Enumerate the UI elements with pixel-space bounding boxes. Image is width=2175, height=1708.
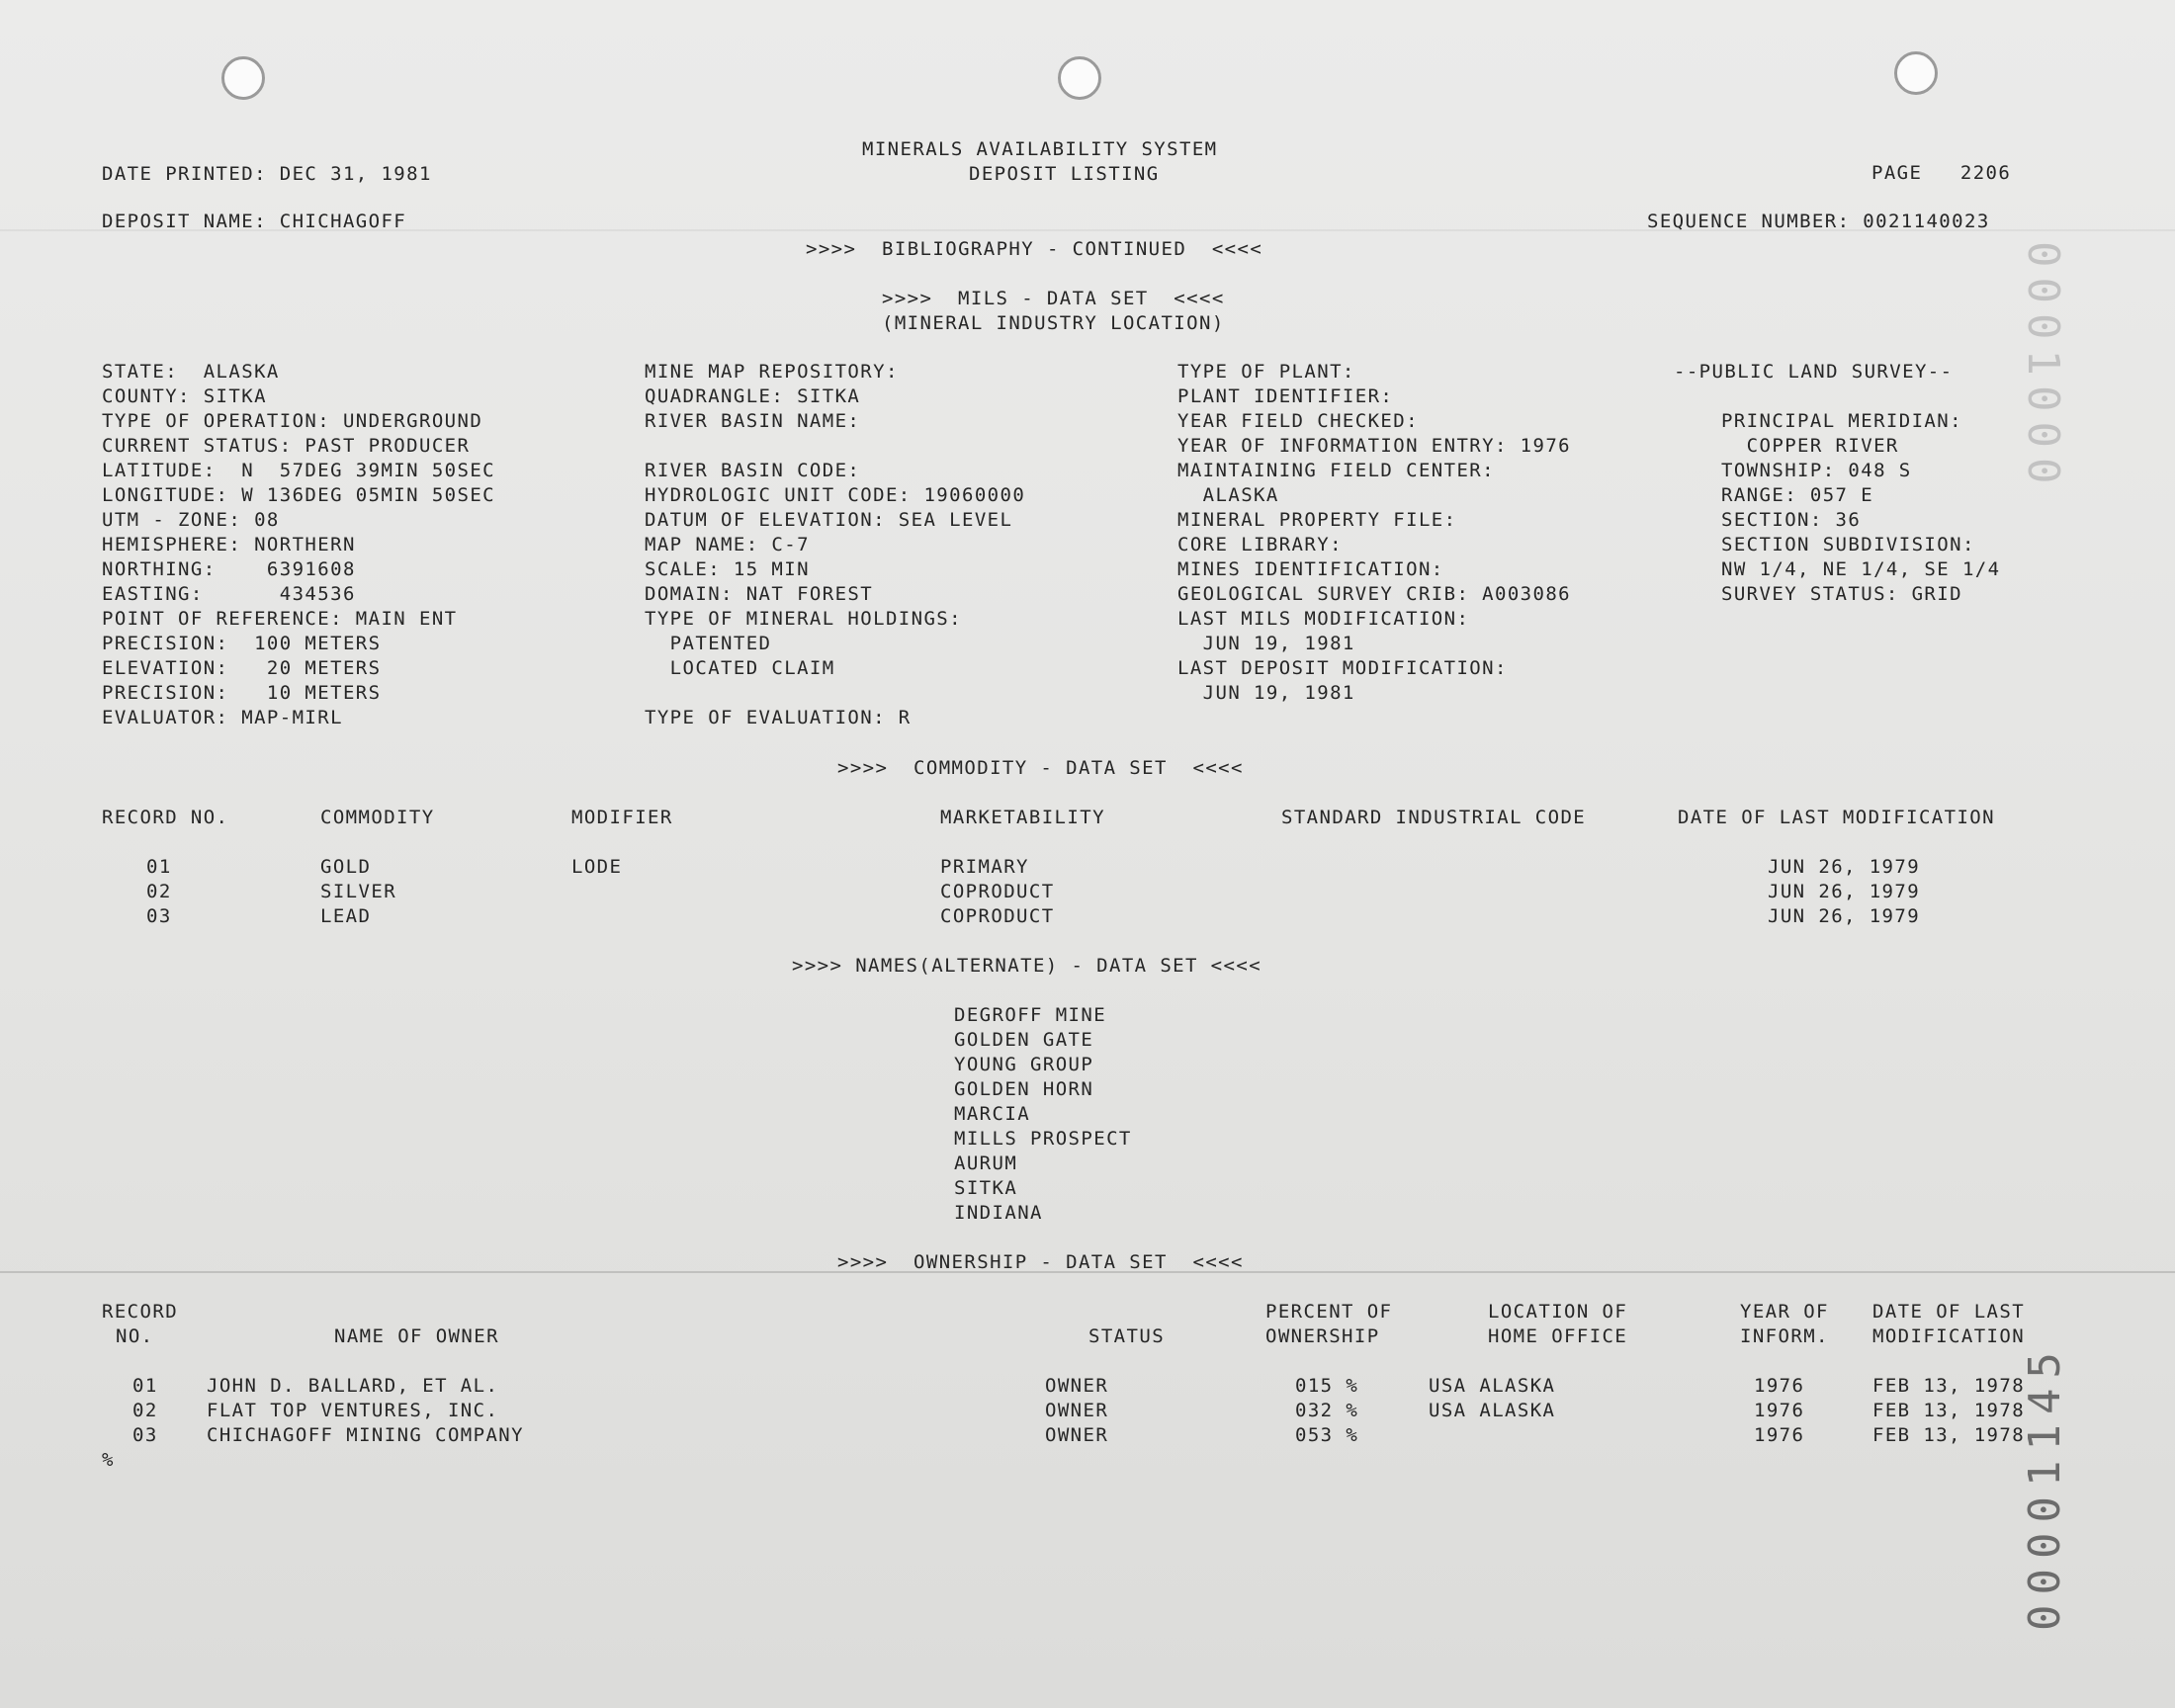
owner-date: FEB 13, 1978 <box>1872 1400 2026 1421</box>
ownership-header-owner: NAME OF OWNER <box>334 1325 499 1347</box>
mils-field: LOCATED CLAIM <box>645 657 835 679</box>
stamp-number: 00001145 <box>2020 1342 2070 1631</box>
survey-field: NW 1/4, NE 1/4, SE 1/4 <box>1721 558 2001 580</box>
mils-field: DOMAIN: NAT FOREST <box>645 583 874 605</box>
mils-field: COUNTY: SITKA <box>102 385 267 407</box>
mils-field: TYPE OF EVALUATION: R <box>645 707 912 728</box>
owner-date: FEB 13, 1978 <box>1872 1424 2026 1446</box>
mils-heading: >>>> MILS - DATA SET <<<< <box>882 288 1225 309</box>
public-land-survey-column <box>1721 409 2000 607</box>
mils-field: ELEVATION: 20 METERS <box>102 657 382 679</box>
mils-field: HYDROLOGIC UNIT CODE: 19060000 <box>645 484 1026 506</box>
mils-plant-column <box>1177 360 1571 706</box>
ownership-header-location: LOCATION OF <box>1488 1301 1628 1323</box>
commodity-header-marketability: MARKETABILITY <box>940 807 1105 828</box>
commodity-heading: >>>> COMMODITY - DATA SET <<<< <box>837 757 1244 779</box>
commodity-modifier: LODE <box>571 856 623 878</box>
commodity-name: SILVER <box>320 881 397 902</box>
alternate-name: GOLDEN HORN <box>954 1078 1094 1100</box>
mils-field: POINT OF REFERENCE: MAIN ENT <box>102 608 458 630</box>
owner-record-no: 02 <box>132 1400 158 1421</box>
alternate-name: SITKA <box>954 1177 1018 1199</box>
survey-field: TOWNSHIP: 048 S <box>1721 460 1912 481</box>
commodity-marketability: PRIMARY <box>940 856 1029 878</box>
alternate-name: MILLS PROSPECT <box>954 1128 1132 1150</box>
commodity-header-commodity: COMMODITY <box>320 807 435 828</box>
mils-field: RIVER BASIN NAME: <box>645 410 861 432</box>
mils-field: HEMISPHERE: NORTHERN <box>102 534 356 555</box>
owner-location: USA ALASKA <box>1429 1400 1556 1421</box>
alternate-name: GOLDEN GATE <box>954 1029 1094 1051</box>
survey-field: SURVEY STATUS: GRID <box>1721 583 1962 605</box>
bibliography-heading: >>>> BIBLIOGRAPHY - CONTINUED <<<< <box>806 238 1263 260</box>
commodity-header-sic: STANDARD INDUSTRIAL CODE <box>1281 807 1587 828</box>
owner-location: USA ALASKA <box>1429 1375 1556 1397</box>
commodity-marketability: COPRODUCT <box>940 881 1055 902</box>
ownership-header-year-2: INFORM. <box>1740 1325 1829 1347</box>
deposit-name: DEPOSIT NAME: CHICHAGOFF <box>102 211 407 232</box>
page-number: PAGE 2206 <box>1871 162 2012 184</box>
ownership-header-record-no: NO. <box>116 1325 154 1347</box>
mils-field: YEAR OF INFORMATION ENTRY: 1976 <box>1177 435 1572 457</box>
commodity-header-record: RECORD NO. <box>102 807 229 828</box>
owner-name: CHICHAGOFF MINING COMPANY <box>207 1424 524 1446</box>
commodity-header-date: DATE OF LAST MODIFICATION <box>1678 807 1995 828</box>
mils-field: NORTHING: 6391608 <box>102 558 356 580</box>
mils-field: CORE LIBRARY: <box>1177 534 1343 555</box>
date-printed: DATE PRINTED: DEC 31, 1981 <box>102 163 432 185</box>
mils-field: MINERAL PROPERTY FILE: <box>1177 509 1457 531</box>
mils-field: MAP NAME: C-7 <box>645 534 810 555</box>
system-title: MINERALS AVAILABILITY SYSTEM <box>862 138 1218 160</box>
ownership-header-location-2: HOME OFFICE <box>1488 1325 1628 1347</box>
mils-field: UTM - ZONE: 08 <box>102 509 280 531</box>
ownership-heading: >>>> OWNERSHIP - DATA SET <<<< <box>837 1251 1244 1273</box>
owner-year: 1976 <box>1754 1375 1805 1397</box>
owner-record-no: 03 <box>132 1424 158 1446</box>
commodity-date: JUN 26, 1979 <box>1768 856 1921 878</box>
mils-field: DATUM OF ELEVATION: SEA LEVEL <box>645 509 1013 531</box>
mils-field: MINES IDENTIFICATION: <box>1177 558 1444 580</box>
names-heading: >>>> NAMES(ALTERNATE) - DATA SET <<<< <box>792 955 1262 977</box>
owner-year: 1976 <box>1754 1400 1805 1421</box>
commodity-name: LEAD <box>320 905 372 927</box>
ownership-header-year: YEAR OF <box>1740 1301 1829 1323</box>
alternate-name: MARCIA <box>954 1103 1031 1125</box>
mils-field: PRECISION: 100 METERS <box>102 633 382 654</box>
owner-record-no: 01 <box>132 1375 158 1397</box>
ownership-header-record: RECORD <box>102 1301 179 1323</box>
mils-field: RIVER BASIN CODE: <box>645 460 861 481</box>
mils-field: TYPE OF OPERATION: UNDERGROUND <box>102 410 483 432</box>
mils-field: PLANT IDENTIFIER: <box>1177 385 1394 407</box>
survey-field: COPPER RIVER <box>1721 435 1899 457</box>
mils-field: QUADRANGLE: SITKA <box>645 385 861 407</box>
mils-field: JUN 19, 1981 <box>1177 682 1355 704</box>
public-land-survey-title: --PUBLIC LAND SURVEY-- <box>1674 361 1954 383</box>
commodity-record-no: 03 <box>146 905 172 927</box>
survey-field: SECTION SUBDIVISION: <box>1721 534 1975 555</box>
mils-field: MINE MAP REPOSITORY: <box>645 361 899 383</box>
ownership-header-percent-2: OWNERSHIP <box>1265 1325 1380 1347</box>
mils-field: CURRENT STATUS: PAST PRODUCER <box>102 435 471 457</box>
mils-location-column <box>102 360 495 730</box>
mils-field: LAST MILS MODIFICATION: <box>1177 608 1470 630</box>
owner-percent: 032 % <box>1295 1400 1359 1421</box>
mils-field: PATENTED <box>645 633 772 654</box>
survey-field: RANGE: 057 E <box>1721 484 1874 506</box>
mils-field: GEOLOGICAL SURVEY CRIB: A003086 <box>1177 583 1572 605</box>
owner-name: FLAT TOP VENTURES, INC. <box>207 1400 499 1421</box>
owner-date: FEB 13, 1978 <box>1872 1375 2026 1397</box>
binder-hole-center <box>1058 56 1101 100</box>
mils-field: TYPE OF PLANT: <box>1177 361 1355 383</box>
mils-field: TYPE OF MINERAL HOLDINGS: <box>645 608 962 630</box>
sequence-number: SEQUENCE NUMBER: 0021140023 <box>1647 211 1990 232</box>
owner-name: JOHN D. BALLARD, ET AL. <box>207 1375 499 1397</box>
mils-field: LAST DEPOSIT MODIFICATION: <box>1177 657 1508 679</box>
mils-field <box>645 681 1025 706</box>
binder-hole-left <box>221 56 265 100</box>
mils-map-column <box>645 360 1025 730</box>
faint-stamp-number: 0001000 <box>2018 241 2068 494</box>
mils-field: LATITUDE: N 57DEG 39MIN 50SEC <box>102 460 496 481</box>
commodity-record-no: 02 <box>146 881 172 902</box>
owner-status: OWNER <box>1045 1400 1109 1421</box>
alternate-name: INDIANA <box>954 1202 1043 1224</box>
commodity-marketability: COPRODUCT <box>940 905 1055 927</box>
listing-title: DEPOSIT LISTING <box>969 163 1160 185</box>
owner-status: OWNER <box>1045 1375 1109 1397</box>
owner-percent: 015 % <box>1295 1375 1359 1397</box>
owner-status: OWNER <box>1045 1424 1109 1446</box>
mils-field: STATE: ALASKA <box>102 361 280 383</box>
commodity-date: JUN 26, 1979 <box>1768 881 1921 902</box>
mils-field: SCALE: 15 MIN <box>645 558 810 580</box>
mils-field: EVALUATOR: MAP-MIRL <box>102 707 343 728</box>
commodity-name: GOLD <box>320 856 372 878</box>
commodity-date: JUN 26, 1979 <box>1768 905 1921 927</box>
owner-percent: 053 % <box>1295 1424 1359 1446</box>
mils-field: ALASKA <box>1177 484 1279 506</box>
survey-field: PRINCIPAL MERIDIAN: <box>1721 410 1962 432</box>
ownership-header-date: DATE OF LAST <box>1872 1301 2026 1323</box>
survey-field: SECTION: 36 <box>1721 509 1862 531</box>
ownership-footer-mark: % <box>102 1449 115 1471</box>
alternate-name: AURUM <box>954 1153 1018 1174</box>
ownership-header-percent: PERCENT OF <box>1265 1301 1393 1323</box>
alternate-names-list <box>954 1003 1132 1226</box>
alternate-name: DEGROFF MINE <box>954 1004 1107 1026</box>
mils-field <box>645 434 1025 459</box>
alternate-name: YOUNG GROUP <box>954 1054 1094 1075</box>
commodity-header-modifier: MODIFIER <box>571 807 673 828</box>
mils-subheading: (MINERAL INDUSTRY LOCATION) <box>882 312 1225 334</box>
mils-field: MAINTAINING FIELD CENTER: <box>1177 460 1495 481</box>
ownership-header-status: STATUS <box>1088 1325 1166 1347</box>
mils-field: PRECISION: 10 METERS <box>102 682 382 704</box>
owner-year: 1976 <box>1754 1424 1805 1446</box>
commodity-record-no: 01 <box>146 856 172 878</box>
mils-field: JUN 19, 1981 <box>1177 633 1355 654</box>
ownership-header-date-2: MODIFICATION <box>1872 1325 2026 1347</box>
mils-field: YEAR FIELD CHECKED: <box>1177 410 1419 432</box>
mils-field: EASTING: 434536 <box>102 583 356 605</box>
mils-field: LONGITUDE: W 136DEG 05MIN 50SEC <box>102 484 496 506</box>
binder-hole-right <box>1894 51 1938 95</box>
